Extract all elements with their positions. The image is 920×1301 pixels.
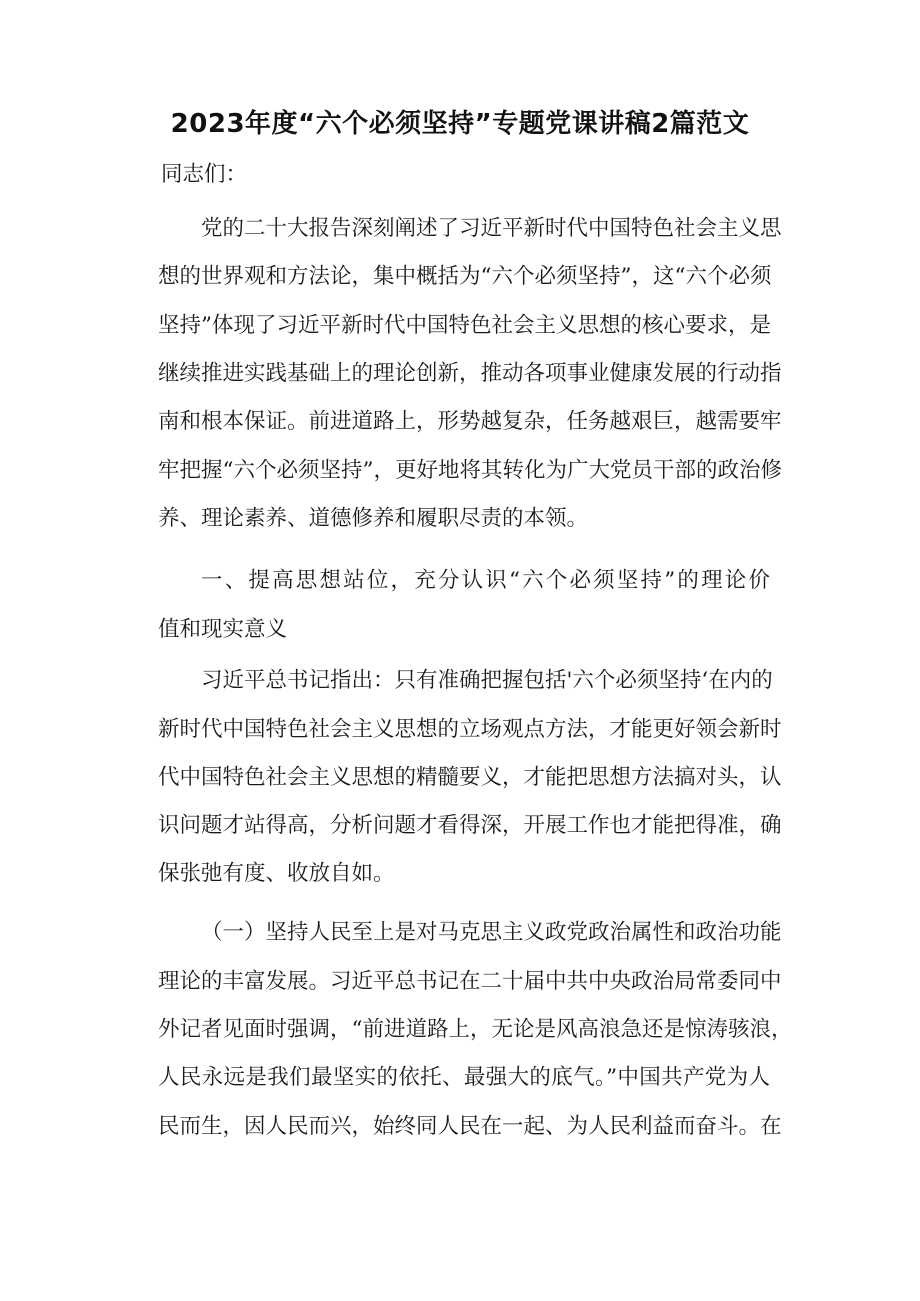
para1-line-3: 坚持”体现了习近平新时代中国特色社会主义思想的核心要求，是 [158, 313, 771, 338]
salutation: 同志们： [161, 162, 248, 187]
para2-line-5: 保张弛有度、收放自如。 [158, 861, 395, 886]
section-heading-line-1: 一、提高思想站位，充分认识“六个必须坚持”的理论价 [201, 568, 770, 593]
para3-line-2: 理论的丰富发展。习近平总书记在二十届中共中央政治局常委同中 [158, 969, 782, 994]
para2-line-1: 习近平总书记指出：只有准确把握包括'六个必须坚持‘在内的 [201, 668, 773, 693]
para1-line-4: 继续推进实践基础上的理论创新，推动各项事业健康发展的行动指 [158, 361, 782, 386]
para3-line-5: 民而生，因人民而兴，始终同人民在一起、为人民利益而奋斗。在 [158, 1114, 782, 1139]
para3-line-3: 外记者见面时强调，“前进道路上，无论是风高浪急还是惊涛骇浪， [158, 1017, 793, 1042]
para3-line-1: （一）坚持人民至上是对马克思主义政党政治属性和政治功能 [201, 920, 782, 945]
section-heading-line-2: 值和现实意义 [158, 617, 288, 642]
para2-line-3: 代中国特色社会主义思想的精髓要义，才能把思想方法搞对头，认 [158, 765, 782, 790]
para2-line-2: 新时代中国特色社会主义思想的立场观点方法，才能更好领会新时 [158, 717, 782, 742]
para1-line-1: 党的二十大报告深刻阐述了习近平新时代中国特色社会主义思 [201, 216, 782, 241]
para1-line-2: 想的世界观和方法论，集中概括为“六个必须坚持”，这“六个必须 [158, 264, 772, 289]
para1-line-6: 牢把握“六个必须坚持”，更好地将其转化为广大党员干部的政治修 [158, 458, 782, 483]
para2-line-4: 识问题才站得高，分析问题才看得深，开展工作也才能把得准，确 [158, 813, 782, 838]
para1-line-7: 养、理论素养、道德修养和履职尽责的本领。 [158, 506, 589, 531]
document-title: 2023年度“六个必须坚持”专题党课讲稿2篇范文 [170, 109, 750, 139]
para1-line-5: 南和根本保证。前进道路上，形势越复杂，任务越艰巨，越需要牢 [158, 409, 782, 434]
para3-line-4: 人民永远是我们最坚实的依托、最强大的底气。”中国共产党为人 [158, 1065, 770, 1090]
